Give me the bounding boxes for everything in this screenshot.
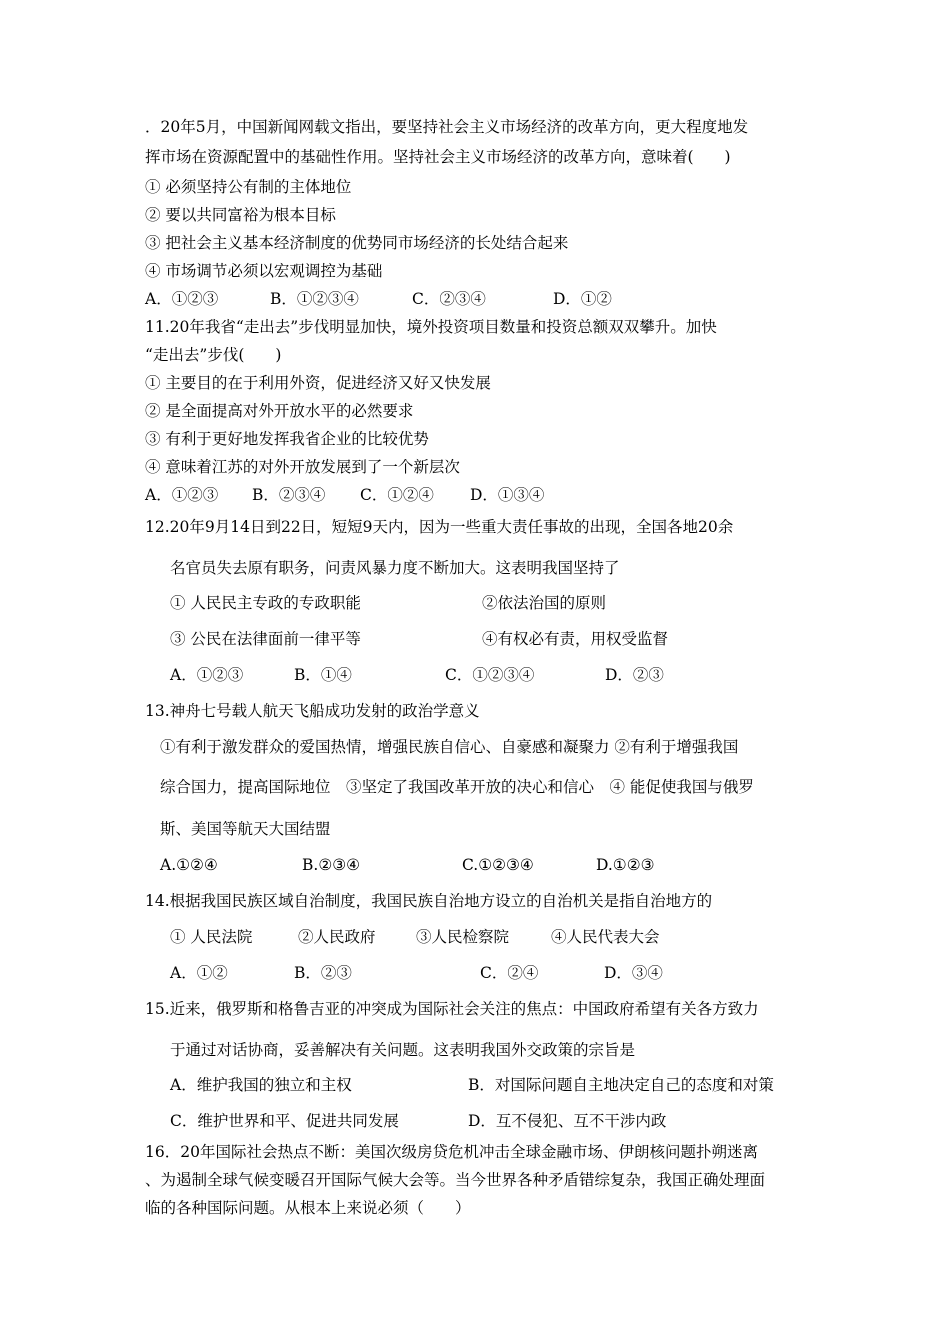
question-13-option-a: A.①②④ bbox=[160, 856, 218, 874]
question-15-option-a: A．维护我国的独立和主权 bbox=[170, 1076, 352, 1094]
question-15-option-d: D．互不侵犯、互不干涉内政 bbox=[468, 1112, 667, 1130]
question-11-option-c: C．①②④ bbox=[360, 486, 434, 504]
question-14-choice-4: ④人民代表大会 bbox=[551, 928, 660, 946]
question-14-choice-3: ③人民检察院 bbox=[416, 928, 510, 946]
question-10-choice-3: ③ 把社会主义基本经济制度的优势同市场经济的长处结合起来 bbox=[145, 234, 569, 252]
question-15-option-b: B．对国际问题自主地决定自己的态度和对策 bbox=[468, 1076, 774, 1094]
question-14-option-b: B．②③ bbox=[294, 964, 352, 982]
question-14-option-c: C．②④ bbox=[480, 964, 539, 982]
question-14-choice-1: ① 人民法院 bbox=[170, 928, 253, 946]
question-10-option-d: D．①② bbox=[553, 290, 612, 308]
question-13-option-c: C.①②③④ bbox=[462, 856, 534, 874]
question-15-line-2: 于通过对话协商，妥善解决有关问题。这表明我国外交政策的宗旨是 bbox=[170, 1041, 636, 1059]
question-11-option-b: B．②③④ bbox=[252, 486, 326, 504]
question-13-line-2: ①有利于激发群众的爱国热情，增强民族自信心、自豪感和凝聚力 ②有利于增强我国 bbox=[160, 738, 739, 756]
question-10-option-a: A．①②③ bbox=[145, 290, 219, 308]
question-12-choice-3: ③ 公民在法律面前一律平等 bbox=[170, 630, 361, 648]
question-14-option-a: A．①② bbox=[170, 964, 228, 982]
question-12-choice-1: ① 人民民主专政的专政职能 bbox=[170, 594, 361, 612]
question-13-option-d: D.①②③ bbox=[596, 856, 655, 874]
question-11-option-a: A．①②③ bbox=[145, 486, 219, 504]
question-12-line-1: 12.20年9月14日到22日，短短9天内，因为一些重大责任事故的出现，全国各地20余 bbox=[145, 518, 734, 536]
question-11-line-2: “走出去”步伐( ) bbox=[145, 346, 282, 364]
question-16-line-3: 临的各种国际问题。从根本上来说必须（ ） bbox=[145, 1199, 471, 1217]
question-10-choice-1: ① 必须坚持公有制的主体地位 bbox=[145, 178, 352, 196]
question-12-option-b: B．①④ bbox=[294, 666, 352, 684]
question-10-choice-4: ④ 市场调节必须以宏观调控为基础 bbox=[145, 262, 383, 280]
question-10-line-2: 挥市场在资源配置中的基础性作用。坚持社会主义市场经济的改革方向，意味着( ) bbox=[145, 148, 731, 166]
question-12-choice-2: ②依法治国的原则 bbox=[482, 594, 607, 612]
question-14-option-d: D．③④ bbox=[604, 964, 663, 982]
question-12-choice-4: ④有权必有责，用权受监督 bbox=[482, 630, 669, 648]
question-14-line-1: 14.根据我国民族区域自治制度，我国民族自治地方设立的自治机关是指自治地方的 bbox=[145, 892, 713, 910]
question-12-option-c: C．①②③④ bbox=[445, 666, 535, 684]
question-12-option-a: A．①②③ bbox=[170, 666, 244, 684]
question-16-line-2: 、为遏制全球气候变暖召开国际气候大会等。当今世界各种矛盾错综复杂，我国正确处理面 bbox=[145, 1171, 766, 1189]
question-10-choice-2: ② 要以共同富裕为根本目标 bbox=[145, 206, 336, 224]
question-10-option-b: B．①②③④ bbox=[270, 290, 359, 308]
question-13-line-3: 综合国力，提高国际地位 ③坚定了我国改革开放的决心和信心 ④ 能促使我国与俄罗 bbox=[160, 778, 754, 796]
question-12-option-d: D．②③ bbox=[605, 666, 664, 684]
question-11-line-1: 11.20年我省“走出去”步伐明显加快，境外投资项目数量和投资总额双双攀升。加快 bbox=[145, 318, 717, 336]
question-11-choice-1: ① 主要目的在于利用外资，促进经济又好又快发展 bbox=[145, 374, 491, 392]
question-16-line-1: 16．20年国际社会热点不断：美国次级房贷危机冲击全球金融市场、伊朗核问题扑朔迷离 bbox=[145, 1143, 758, 1161]
question-13-line-1: 13.神舟七号载人航天飞船成功发射的政治学意义 bbox=[145, 702, 480, 720]
question-10-option-c: C．②③④ bbox=[412, 290, 486, 308]
question-14-choice-2: ②人民政府 bbox=[298, 928, 376, 946]
question-13-line-4: 斯、美国等航天大国结盟 bbox=[160, 820, 331, 838]
question-13-option-b: B.②③④ bbox=[302, 856, 361, 874]
question-10-line-1: ．20年5月，中国新闻网载文指出，要坚持社会主义市场经济的改革方向，更大程度地发 bbox=[145, 118, 749, 136]
question-11-choice-4: ④ 意味着江苏的对外开放发展到了一个新层次 bbox=[145, 458, 460, 476]
question-12-line-2: 名官员失去原有职务，问责风暴力度不断加大。这表明我国坚持了 bbox=[170, 559, 620, 577]
question-11-choice-2: ② 是全面提高对外开放水平的必然要求 bbox=[145, 402, 414, 420]
question-15-option-c: C．维护世界和平、促进共同发展 bbox=[170, 1112, 399, 1130]
question-15-line-1: 15.近来，俄罗斯和格鲁吉亚的冲突成为国际社会关注的焦点：中国政府希望有关各方致力 bbox=[145, 1000, 759, 1018]
question-11-option-d: D．①③④ bbox=[470, 486, 545, 504]
question-11-choice-3: ③ 有利于更好地发挥我省企业的比较优势 bbox=[145, 430, 429, 448]
